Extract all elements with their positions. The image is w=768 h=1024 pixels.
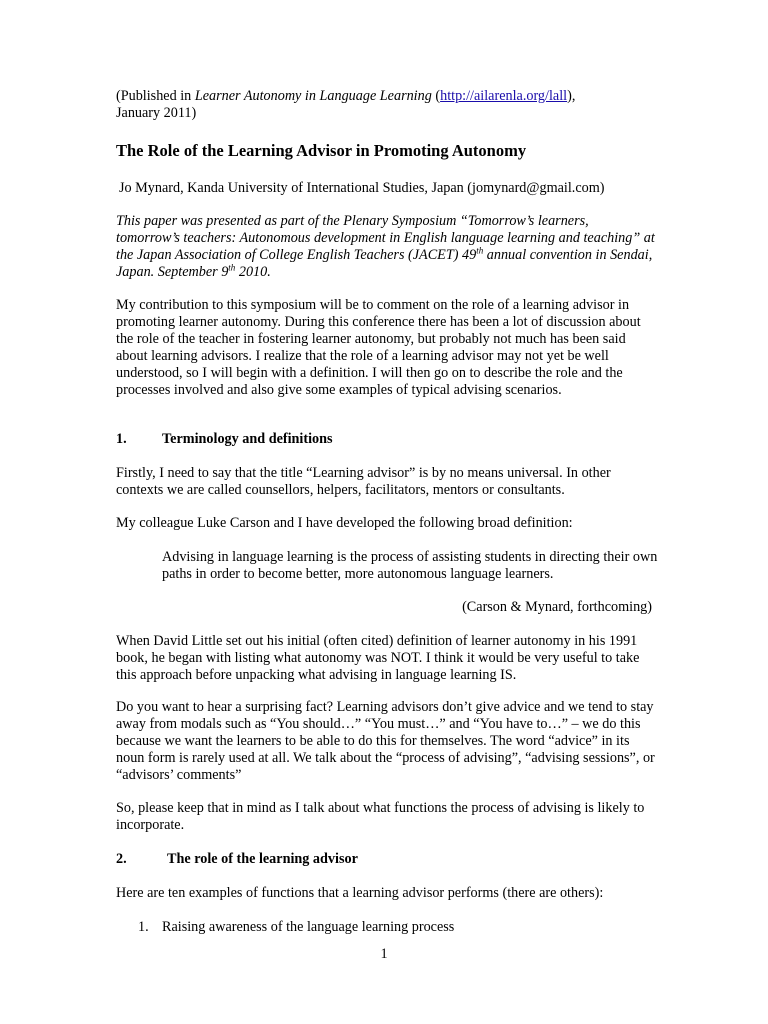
colleague-paragraph: My colleague Luke Carson and I have developed the following broad definition: [116, 515, 573, 531]
publication-paren: ( [431, 88, 441, 104]
list-item-text: Raising awareness of the language learning process [162, 919, 455, 935]
section-heading-terminology [116, 431, 656, 448]
journal-name: Learner Autonomy in Language Learning [194, 88, 432, 104]
ten-examples-paragraph: Here are ten examples of functions that a learning advisor performs (there are others): [116, 885, 604, 901]
paper-title: The Role of the Learning Advisor in Promoting Autonomy [116, 141, 527, 160]
section-number: 2. [116, 851, 127, 867]
section-heading-role [116, 851, 656, 868]
ordinal-superscript: th [228, 262, 236, 273]
presentation-note-part1: This paper was presented as part of the Plenary Symposium “Tomorrow’s learners, tomorrow’s teachers: Autonomous development in English language learning and teaching” at the Japan Association of College English Teachers (JACET) 49 [116, 213, 655, 263]
definition-citation: (Carson & Mynard, forthcoming) [462, 599, 652, 615]
ordinal-superscript: th [476, 245, 484, 256]
section-heading-text: The role of the learning advisor [167, 851, 358, 867]
surprising-fact-paragraph: Do you want to hear a surprising fact? Learning advisors don’t give advice and we tend to stay away from modals such as “You should…” “You must…” and “You have to…” – we do this because we want the learners to be able to do this for themselves. The word “advice” in its noun form is rarely used at all. We talk about the “process of advising”, “advising sessions”, or “advisors’ comments” [116, 699, 655, 783]
list-item-number: 1. [138, 919, 149, 935]
author-line: Jo Mynard, Kanda University of International Studies, Japan (jomynard@gmail.com) [119, 180, 605, 196]
page-number: 1 [380, 946, 388, 962]
presentation-note-part2: annual convention in Sendai, Japan. September 9 [116, 247, 653, 280]
little-paragraph: When David Little set out his initial (often cited) definition of learner autonomy in his 1991 book, he began with listing what autonomy was NOT. I think it would be very useful to take this approach before unpacking what advising in language learning IS. [116, 633, 640, 683]
section-heading-text: Terminology and definitions [162, 431, 333, 447]
list-item [116, 919, 656, 936]
intro-paragraph: My contribution to this symposium will be to comment on the role of a learning advisor in promoting learner autonomy. During this conference there has been a lot of discussion about the role of the teacher in fostering learner autonomy, but probably not much has been said about learning advisors. I realize that the role of a learning advisor may not yet be well understood, so I will begin with a definition. I will then go on to describe the role and the processes involved and also give some examples of typical advising scenarios. [116, 297, 641, 398]
journal-url-link[interactable]: http://ailarenla.org/lall [440, 88, 568, 104]
keep-in-mind-paragraph: So, please keep that in mind as I talk about what functions the process of advising is likely to incorporate. [116, 800, 645, 833]
terminology-paragraph: Firstly, I need to say that the title “Learning advisor” is by no means universal. In other contexts we are called counsellors, helpers, facilitators, mentors or consultants. [116, 465, 611, 498]
presentation-note [116, 213, 656, 281]
publication-note [116, 88, 656, 122]
presentation-note-part3: 2010. [235, 264, 271, 280]
publication-date: January 2011) [116, 105, 197, 121]
publication-prefix: (Published in [116, 88, 195, 104]
definition-quote: Advising in language learning is the process of assisting students in directing their own paths in order to become better, more autonomous language learners. [162, 549, 658, 582]
section-number: 1. [116, 431, 127, 447]
publication-suffix: ), [567, 88, 576, 104]
